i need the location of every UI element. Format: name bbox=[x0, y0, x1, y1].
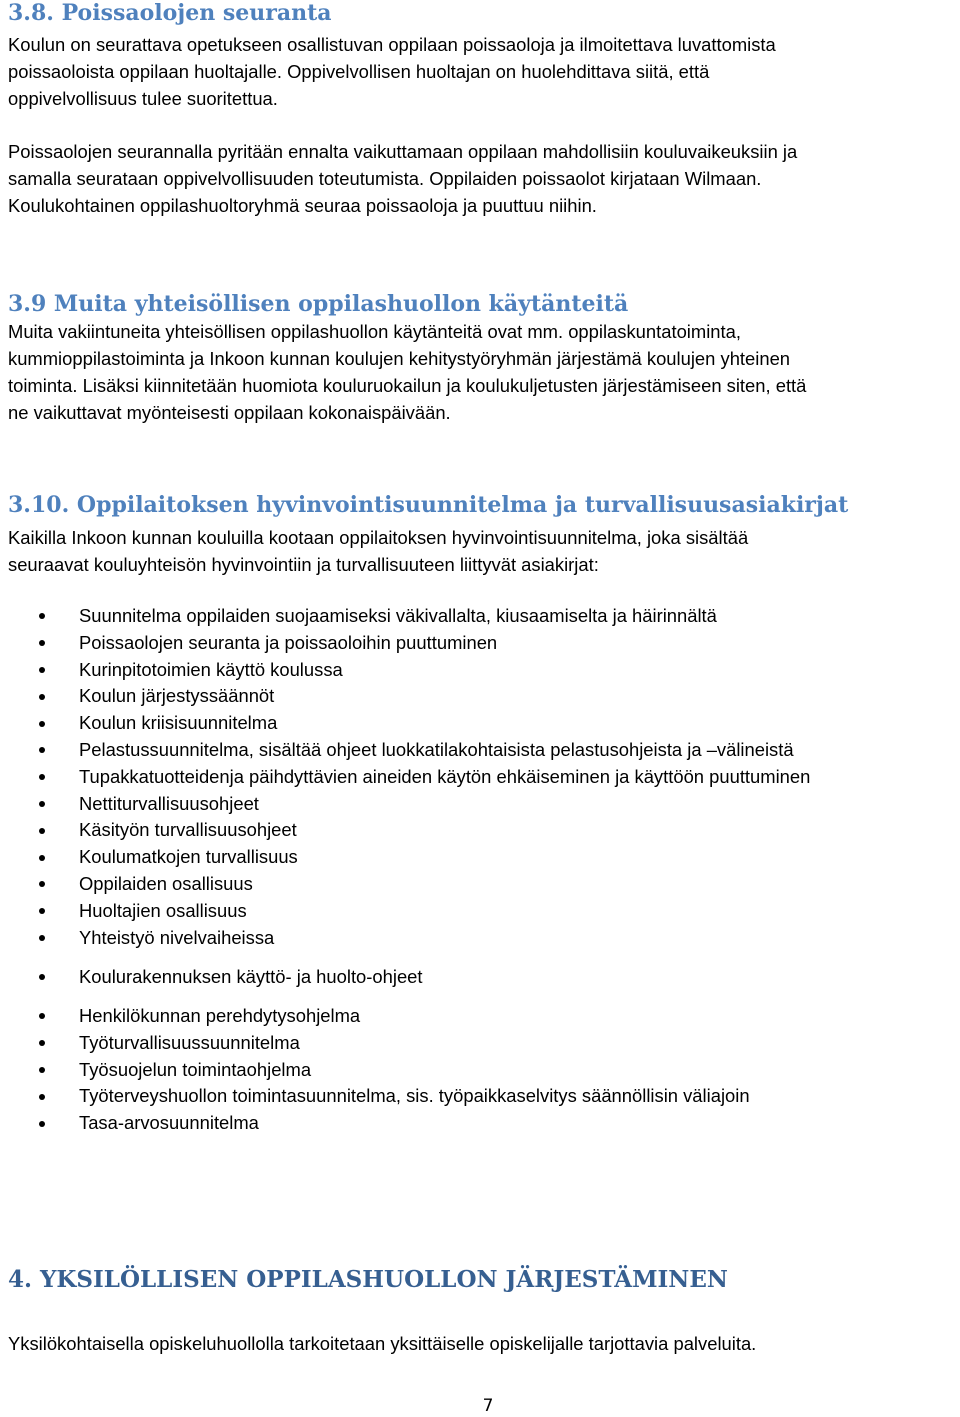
list-item bbox=[0, 817, 960, 844]
list-item bbox=[0, 871, 960, 898]
list-item-text: Yhteistyö nivelvaiheissa bbox=[79, 926, 275, 948]
bullet-icon bbox=[39, 1013, 45, 1019]
bullet-icon bbox=[39, 801, 45, 807]
list-item bbox=[0, 630, 960, 657]
paragraph-absence-monitoring bbox=[8, 138, 958, 219]
bullet-icon bbox=[39, 694, 45, 700]
list-item-text: Työsuojelun toimintaohjelma bbox=[79, 1058, 312, 1080]
bullet-icon bbox=[39, 935, 45, 941]
bullet-icon bbox=[39, 855, 45, 861]
list-item bbox=[0, 1083, 960, 1110]
section-heading-3-9: 3.9 Muita yhteisöllisen oppilashuollon käytänteitä bbox=[8, 291, 629, 317]
text-line: Muita vakiintuneita yhteisöllisen oppilashuollon käytänteitä ovat mm. oppilaskuntatoiminta, bbox=[8, 321, 741, 342]
list-item-text: Koulurakennuksen käyttö- ja huolto-ohjeet bbox=[79, 966, 423, 987]
list-item bbox=[0, 603, 960, 630]
list-item-text: Oppilaiden osallisuus bbox=[79, 872, 253, 894]
list-item-text: Suunnitelma oppilaiden suojaamiseksi väkivallalta, kiusaamiselta ja häirinnältä bbox=[79, 605, 717, 626]
bullet-icon bbox=[39, 908, 45, 914]
list-item-text: Kurinpitotoimien käyttö koulussa bbox=[79, 658, 343, 680]
document-list-wellbeing bbox=[0, 603, 960, 951]
list-item-text: Tupakkatuotteidenja päihdyttävien aineiden käytön ehkäiseminen ja käyttöön puuttuminen bbox=[79, 765, 811, 787]
list-item-text: Henkilökunnan perehdytysohjelma bbox=[79, 1005, 361, 1026]
paragraph-wellbeing-plan bbox=[8, 524, 958, 578]
bullet-icon bbox=[39, 613, 45, 619]
text-line: kummioppilastoiminta ja Inkoon kunnan koulujen kehitystyöryhmän järjestämä koulujen yhteinen bbox=[8, 348, 791, 369]
list-item-text: Huoltajien osallisuus bbox=[79, 899, 247, 921]
text-line: Kaikilla Inkoon kunnan kouluilla kootaan oppilaitoksen hyvinvointisuunnitelma, joka sisältää bbox=[8, 527, 749, 548]
document-list-building bbox=[0, 964, 960, 991]
list-item bbox=[0, 683, 960, 710]
text-line: toiminta. Lisäksi kiinnitetään huomiota kouluruokailun ja koulukuljetusten järjestämiseen siten, että bbox=[8, 375, 807, 396]
list-item-text: Työterveyshuollon toimintasuunnitelma, sis. työpaikkaselvitys säännöllisin väliajoin bbox=[79, 1085, 750, 1107]
list-item bbox=[0, 791, 960, 818]
list-item-text: Nettiturvallisuusohjeet bbox=[79, 792, 259, 814]
text-line: poissaoloista oppilaan huoltajalle. Oppivelvollisen huoltajan on huolehdittava siitä, että bbox=[8, 61, 710, 82]
bullet-icon bbox=[39, 1067, 45, 1073]
list-item bbox=[0, 1110, 960, 1137]
list-item-text: Työturvallisuussuunnitelma bbox=[79, 1031, 300, 1053]
document-list-staff bbox=[0, 1003, 960, 1137]
bullet-icon bbox=[39, 747, 45, 753]
list-item-text: Tasa-arvosuunnitelma bbox=[79, 1112, 259, 1134]
text-line: Yksilökohtaisella opiskeluhuollolla tarkoitetaan yksittäiselle opiskelijalle tarjottavia palveluita. bbox=[8, 1333, 757, 1354]
list-item bbox=[0, 657, 960, 684]
bullet-icon bbox=[39, 774, 45, 780]
list-item bbox=[0, 925, 960, 952]
list-item bbox=[0, 1030, 960, 1057]
text-line: Koulun on seurattava opetukseen osallistuvan oppilaan poissaoloja ja ilmoitettava luvattomista bbox=[8, 34, 776, 55]
bullet-icon bbox=[39, 667, 45, 673]
bullet-icon bbox=[39, 1121, 45, 1127]
chapter-heading-4: 4. YKSILÖLLISEN OPPILASHUOLLON JÄRJESTÄMINEN bbox=[8, 1266, 728, 1293]
paragraph-community-practices bbox=[8, 318, 958, 426]
bullet-icon bbox=[39, 828, 45, 834]
list-item-text: Käsityön turvallisuusohjeet bbox=[79, 819, 297, 841]
list-item-text: Koulun järjestyssäännöt bbox=[79, 685, 275, 707]
bullet-icon bbox=[39, 1040, 45, 1046]
bullet-icon bbox=[39, 974, 45, 980]
list-item bbox=[0, 710, 960, 737]
text-line: oppivelvollisuus tulee suoritettua. bbox=[8, 88, 278, 109]
list-item bbox=[0, 898, 960, 925]
paragraph-individual-care bbox=[8, 1330, 958, 1357]
list-item-text: Koulumatkojen turvallisuus bbox=[79, 846, 298, 868]
bullet-icon bbox=[39, 640, 45, 646]
text-line: samalla seurataan oppivelvollisuuden toteutumista. Oppilaiden poissaolot kirjataan Wilmaan. bbox=[8, 168, 762, 189]
list-item bbox=[0, 1003, 960, 1030]
bullet-icon bbox=[39, 721, 45, 727]
text-line: Koulukohtainen oppilashuoltoryhmä seuraa poissaoloja ja puuttuu niihin. bbox=[8, 195, 597, 216]
list-item-text: Poissaolojen seuranta ja poissaoloihin puuttuminen bbox=[79, 631, 498, 653]
list-item bbox=[0, 737, 960, 764]
list-item bbox=[0, 764, 960, 791]
list-item bbox=[0, 844, 960, 871]
list-item-text: Koulun kriisisuunnitelma bbox=[79, 712, 278, 734]
bullet-icon bbox=[39, 881, 45, 887]
list-item bbox=[0, 964, 960, 991]
text-line: ne vaikuttavat myönteisesti oppilaan kokonaispäivään. bbox=[8, 402, 451, 423]
text-line: Poissaolojen seurannalla pyritään ennalta vaikuttamaan oppilaan mahdollisiin kouluvaikeuksiin ja bbox=[8, 141, 798, 162]
bullet-icon bbox=[39, 1094, 45, 1100]
section-heading-3-10: 3.10. Oppilaitoksen hyvinvointisuunnitelma ja turvallisuusasiakirjat bbox=[8, 492, 849, 518]
page-number: 7 bbox=[482, 1396, 494, 1416]
list-item-text: Pelastussuunnitelma, sisältää ohjeet luokkatilakohtaisista pelastusohjeista ja –välineistä bbox=[79, 738, 794, 760]
paragraph-absence-reporting bbox=[8, 31, 958, 112]
section-heading-3-8: 3.8. Poissaolojen seuranta bbox=[8, 0, 332, 26]
list-item bbox=[0, 1057, 960, 1084]
text-line: seuraavat kouluyhteisön hyvinvointiin ja turvallisuuteen liittyvät asiakirjat: bbox=[8, 554, 599, 575]
